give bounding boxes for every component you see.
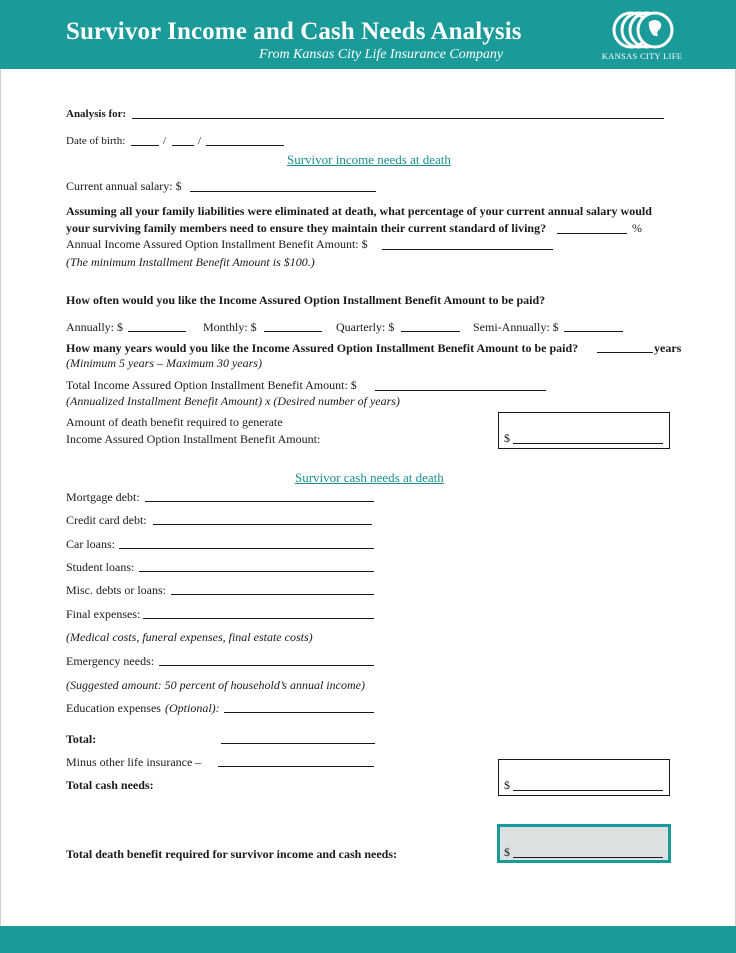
mortgage-field[interactable] (145, 501, 374, 502)
education-field[interactable] (224, 712, 374, 713)
total-benefit-note: (Annualized Installment Benefit Amount) x (Desired number of years) (66, 394, 400, 408)
total-death-benefit-box[interactable] (497, 824, 671, 863)
death-benefit-field[interactable] (513, 443, 663, 444)
dob-label: Date of birth: (66, 135, 126, 147)
total-cash-needs-box[interactable] (498, 759, 670, 796)
footer-band (0, 926, 736, 953)
analysis-for-field[interactable] (132, 118, 664, 119)
annually-label: Annually: $ (66, 320, 123, 334)
student-loans-field[interactable] (139, 571, 374, 572)
final-expenses-field[interactable] (143, 618, 374, 619)
education-optional: (Optional): (165, 701, 220, 715)
total-cash-needs-label: Total cash needs: (66, 778, 154, 792)
total-cash-needs-field[interactable] (513, 790, 663, 791)
section-cash-title: Survivor cash needs at death (295, 470, 444, 485)
dob-day-field[interactable] (172, 145, 194, 146)
dob-year-field[interactable] (206, 145, 284, 146)
emergency-field[interactable] (159, 665, 374, 666)
years-label: years (654, 341, 682, 355)
total-death-benefit-field[interactable] (513, 857, 663, 858)
section-income-title: Survivor income needs at death (287, 152, 451, 167)
question-percentage-line1: Assuming all your family liabilities were eliminated at death, what percentage of your current annual salary would (66, 204, 652, 218)
annually-field[interactable] (128, 331, 186, 332)
how-many-years-question: How many years would you like the Income Assured Option Installment Benefit Amount to be paid? (66, 341, 579, 355)
emergency-label: Emergency needs: (66, 654, 155, 668)
logo-text: KANSAS CITY LIFE (601, 51, 683, 61)
car-loans-label: Car loans: (66, 537, 115, 551)
student-loans-label: Student loans: (66, 560, 135, 574)
dob-sep-1: / (163, 135, 167, 147)
page-subtitle: From Kansas City Life Insurance Company (259, 47, 504, 62)
death-benefit-box[interactable] (498, 412, 670, 449)
total-label: Total: (66, 732, 97, 746)
semi-annually-field[interactable] (564, 331, 623, 332)
how-often-question: How often would you like the Income Assured Option Installment Benefit Amount to be paid? (66, 293, 546, 307)
annual-benefit-label: Annual Income Assured Option Installment Benefit Amount: $ (66, 237, 368, 251)
dollar-sign: $ (504, 845, 510, 859)
dollar-sign: $ (504, 431, 510, 445)
question-percentage-line2: your surviving family members need to ensure they maintain their current standard of living? (66, 221, 547, 235)
car-loans-field[interactable] (119, 548, 374, 549)
years-field[interactable] (597, 352, 653, 353)
salary-field[interactable] (190, 191, 376, 192)
credit-card-label: Credit card debt: (66, 513, 147, 527)
minus-insurance-field[interactable] (218, 766, 374, 767)
kansas-city-life-logo (597, 9, 687, 64)
annual-benefit-field[interactable] (382, 249, 553, 250)
total-field[interactable] (221, 743, 375, 744)
minimum-benefit-note: (The minimum Installment Benefit Amount is $100.) (66, 255, 315, 269)
misc-debts-label: Misc. debts or loans: (66, 583, 166, 597)
percentage-field[interactable] (557, 233, 627, 234)
mortgage-label: Mortgage debt: (66, 490, 140, 504)
education-label: Education expenses (66, 701, 161, 715)
misc-debts-field[interactable] (171, 594, 374, 595)
dollar-sign: $ (504, 778, 510, 792)
death-benefit-label-line2: Income Assured Option Installment Benefit Amount: (66, 432, 321, 446)
monthly-field[interactable] (264, 331, 322, 332)
page-title: Survivor Income and Cash Needs Analysis (66, 18, 522, 45)
minus-insurance-label: Minus other life insurance – (66, 755, 202, 769)
quarterly-field[interactable] (401, 331, 460, 332)
semi-annually-label: Semi-Annually: $ (473, 320, 559, 334)
years-note: (Minimum 5 years – Maximum 30 years) (66, 356, 262, 370)
total-benefit-label: Total Income Assured Option Installment Benefit Amount: $ (66, 378, 357, 392)
total-death-benefit-label: Total death benefit required for survivor income and cash needs: (66, 847, 398, 861)
emergency-note: (Suggested amount: 50 percent of household’s annual income) (66, 678, 365, 692)
percent-sign: % (632, 221, 642, 235)
final-expenses-label: Final expenses: (66, 607, 141, 621)
analysis-for-label: Analysis for: (66, 108, 127, 120)
logo-icon (597, 9, 687, 53)
dob-sep-2: / (198, 135, 202, 147)
final-expenses-note: (Medical costs, funeral expenses, final estate costs) (66, 630, 313, 644)
monthly-label: Monthly: $ (203, 320, 257, 334)
dob-month-field[interactable] (131, 145, 159, 146)
header-band (0, 0, 736, 69)
quarterly-label: Quarterly: $ (336, 320, 395, 334)
salary-label: Current annual salary: $ (66, 179, 182, 193)
credit-card-field[interactable] (153, 524, 372, 525)
total-benefit-field[interactable] (375, 390, 546, 391)
death-benefit-label-line1: Amount of death benefit required to generate (66, 415, 283, 429)
